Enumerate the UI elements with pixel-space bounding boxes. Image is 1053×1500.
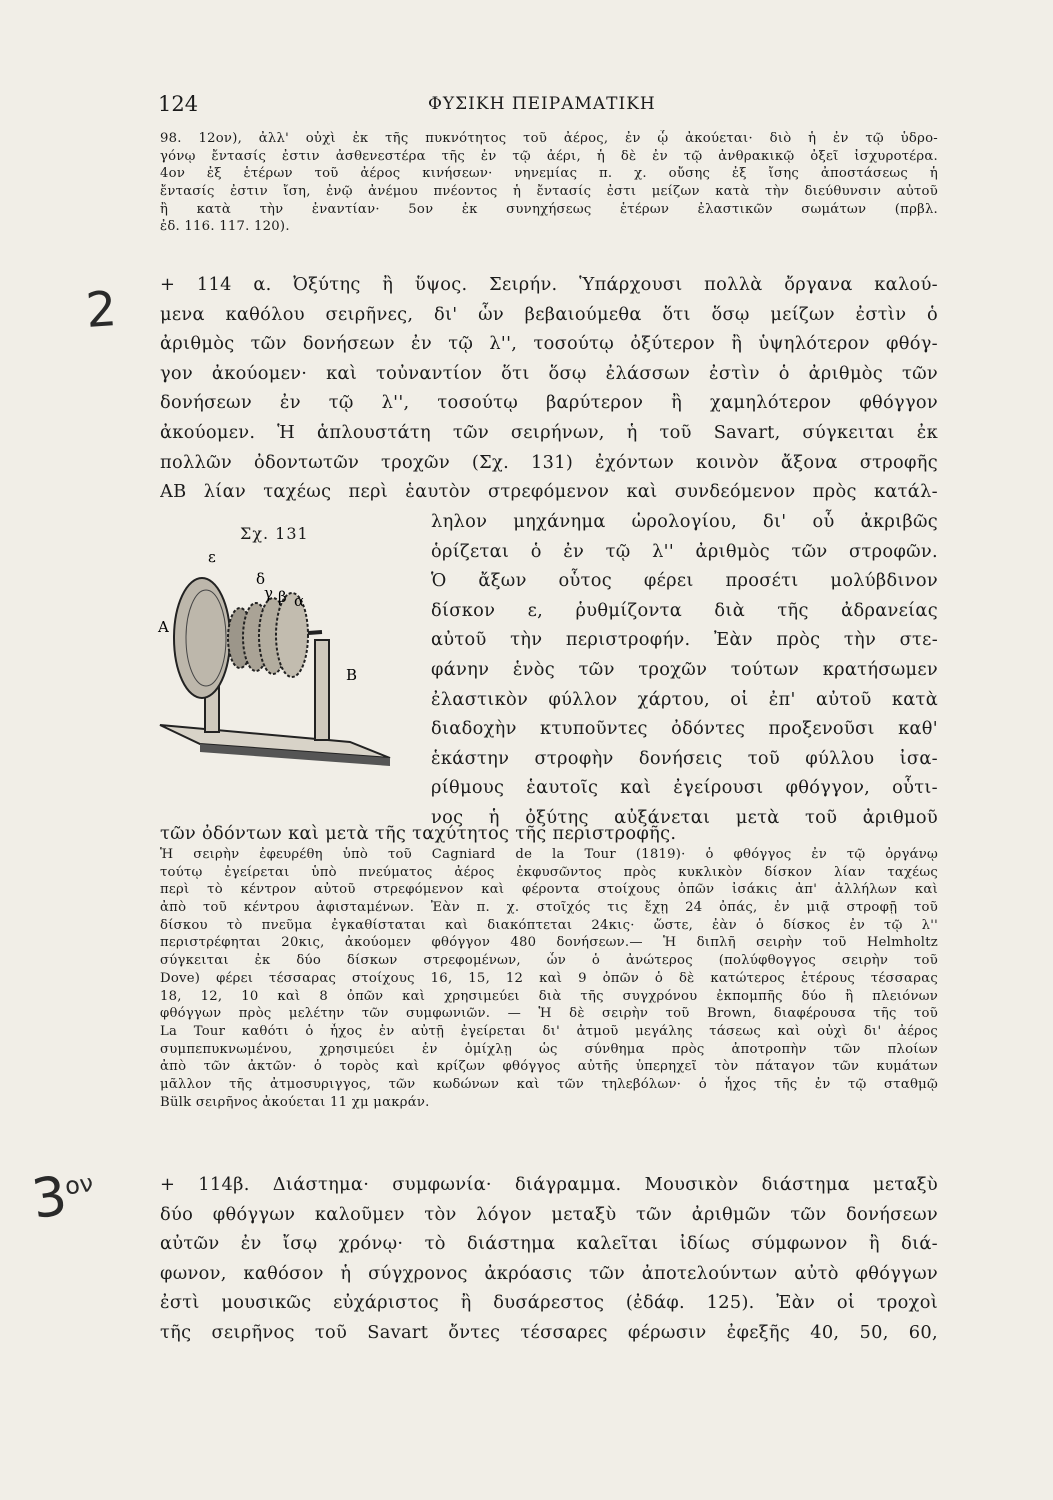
text-line: ἑκάστην στροφὴν δονήσεις τοῦ φύλλου ἰσα- (431, 747, 938, 769)
label-B: Β (346, 666, 358, 684)
text-line: Dove) φέρει τέσσαρας στοίχους 16, 15, 12 καὶ 9 ὀπῶν ὁ δὲ κατώτερος ἑτέρους τέσσαρας (160, 970, 938, 986)
figure-caption: Σχ. 131 (240, 524, 309, 543)
text-line: δίσκον ε, ῥυθμίζοντα διὰ τῆς ἀδρανείας (431, 599, 938, 621)
text-line: ἐδ. 116. 117. 120). (160, 219, 290, 235)
text-line: περὶ τὸ κέντρον αὐτοῦ στρεφόμενον καὶ φέροντα στοίχους ὀπῶν ἰσάκις ἀπ' ἀλλήλων καὶ (160, 882, 938, 898)
text-line: ἀπὸ τῶν ἀκτῶν· ὁ τορὸς καὶ κρίζων φθόγγος αὐτῆς ὑπερηχεῖ τὸν πάταγον τῶν κυμάτων (160, 1059, 938, 1075)
text-line: φάνην ἑνὸς τῶν τροχῶν τούτων κρατήσωμεν (431, 658, 938, 680)
label-gamma: γ (264, 584, 273, 602)
label-alpha: α (294, 592, 305, 610)
handwritten-margin-note (28, 1160, 99, 1231)
label-epsilon: ε (208, 548, 216, 566)
text-line: ἐλαστικὸν φύλλον χάρτου, οἱ ἐπ' αὐτοῦ κατὰ (431, 688, 938, 710)
text-line: αὐτῶν ἐν ἴσῳ χρόνῳ· τὸ διάστημα καλεῖται ἰδίως σύμφωνον ἢ διά- (160, 1233, 938, 1255)
text-line: La Tour καθότι ὁ ἦχος ἐν αὐτῇ ἐγείρεται δι' ἀτμοῦ μεγάλης τάσεως καὶ οὐχὶ δι' ἀέρος (160, 1023, 938, 1039)
label-beta: β (278, 588, 287, 606)
text-line: ἀκούομεν. Ἡ ἁπλουστάτη τῶν σειρήνων, ἡ τοῦ Savart, σύγκειται ἐκ (160, 421, 938, 443)
handwritten-margin-note (84, 281, 118, 339)
text-line: τῶν ὀδόντων καὶ μετὰ τῆς ταχύτητος τῆς περιστροφῆς. (160, 823, 677, 844)
text-line: ἀριθμὸς τῶν δονήσεων ἐν τῷ λ'', τοσούτῳ ὀξύτερον ἢ ὑψηλότερον φθόγ- (160, 333, 938, 355)
text-line: Bülk σειρῆνος ἀκούεται 11 χμ μακράν. (160, 1094, 430, 1110)
text-line: μᾶλλον τῆς ἀτμοσυριγγος, τῶν κωδώνων καὶ τῶν τηλεβόλων· ὁ ἦχος τῆς ἐν τῷ σταθμῷ (160, 1076, 938, 1092)
text-line: τούτῳ ἐγείρεται ὑπὸ πνεύματος ἀέρος ἐκφυσῶντος πρὸς κυκλικὸν δίσκον λίαν ταχέως (160, 864, 938, 880)
continued-footnote (160, 130, 938, 236)
text-line: Ὁ ἄξων οὗτος φέρει προσέτι μολύβδινον (431, 570, 938, 592)
text-line: ἔντασίς ἐστιν ἴση, ἐνῷ ἀνέμου πνέοντος ἡ ἔντασίς ἐστι μείζων κατὰ τὴν διεύθυνσιν αὐτοῦ (160, 184, 938, 200)
text-line: δονήσεων ἐν τῷ λ'', τοσούτῳ βαρύτερον ἢ χαμηλότερον φθόγγον (160, 392, 938, 414)
text-line: γον ἀκούομεν· καὶ τοὐναντίον ὅτι ὅσῳ ἐλάσσων ἐστὶν ὁ ἀριθμὸς τῶν (160, 362, 938, 384)
section-heading-line: + 114 α. Ὀξύτης ἢ ὕψος. Σειρήν. Ὑπάρχουσι πολλὰ ὄργανα καλού- (160, 274, 938, 295)
text-line: περιστρέφηται 20κις, ἀκούομεν φθόγγον 480 δονήσεων.— Ἡ διπλῆ σειρὴν τοῦ Helmholtz (160, 935, 938, 951)
text-line: ἀπὸ τοῦ κέντρου ἀφισταμένων. Ἐὰν π. χ. στοῖχός τις ἔχῃ 24 ὀπάς, ἐν μιᾷ στροφῇ τοῦ (160, 900, 938, 916)
text-line: γόνῳ ἔντασίς ἐστιν ἀσθενεστέρα τῆς ἐν τῷ ἀέρι, ἡ δὲ ἐν τῷ ἀνθρακικῷ ὀξεῖ ἰσχυροτέρα. (160, 148, 938, 164)
label-A: Α (158, 618, 169, 636)
siren-footnote (160, 846, 938, 1111)
section-heading-line: + 114β. Διάστημα· συμφωνία· διάγραμμα. Μουσικὸν διάστημα μεταξὺ (160, 1174, 938, 1195)
text-line: φθόγγων πρὸς μελέτην τῶν συμφωνιῶν. — Ἡ δὲ σειρὴν τοῦ Brown, διαφέρουσα τῆς τοῦ (160, 1006, 938, 1022)
text-line: δύο φθόγγων καλοῦμεν τὸν λόγον μεταξὺ τῶν ἀριθμῶν τῶν δονήσεων (160, 1203, 938, 1225)
text-line: Ἡ σειρὴν ἐφευρέθη ὑπὸ τοῦ Cagniard de la Tour (1819)· ὁ φθόγγος ἐν τῷ ὀργάνῳ (160, 847, 938, 862)
savart-wheel-illustration (150, 520, 400, 810)
text-line: ἐστὶ μουσικῶς εὐχάριστος ἢ δυσάρεστος (ἐδάφ. 125). Ἐὰν οἱ τροχοὶ (160, 1292, 938, 1314)
section-114a (160, 270, 938, 507)
text-line: 98. 12ον), ἀλλ' οὐχὶ ἐκ τῆς πυκνότητος τοῦ ἀέρος, ἐν ᾧ ἀκούεται· διὸ ἡ ἐν τῷ ὑδρο- (160, 131, 938, 146)
text-line: ὁρίζεται ὁ ἐν τῷ λ'' ἀριθμὸς τῶν στροφῶν. (431, 540, 938, 562)
margin-note-superscript: ον (63, 1168, 95, 1201)
text-line: αὐτοῦ τὴν περιστροφήν. Ἐὰν πρὸς τὴν στε- (431, 629, 938, 651)
text-line: δίσκου τὸ πνεῦμα ἐγκαθίσταται καὶ διακόπτεται 24κις· ὥστε, ἐὰν ὁ δίσκος ἐν τῷ λ'' (160, 917, 938, 933)
flywheel-disk (174, 578, 230, 698)
right-post (315, 640, 329, 740)
page-header (158, 92, 938, 122)
text-line: πολλῶν ὀδοντωτῶν τροχῶν (Σχ. 131) ἐχόντων κοινὸν ἄξονα στροφῆς (160, 451, 938, 473)
text-line: ρίθμους ἑαυτοῖς καὶ ἐγείρουσι φθόγγον, οὗτι- (431, 777, 938, 799)
text-line: 4ον ἐξ ἑτέρων τοῦ ἀέρος κινήσεων· νηνεμίας π. χ. οὔσης ἐξ ἴσης ἀποστάσεως ἡ (160, 166, 938, 182)
margin-note-text: 2 (84, 281, 119, 339)
text-line: ἢ κατὰ τὴν ἐναντίαν· 5ον ἐκ συνηχήσεως ἑτέρων ἐλαστικῶν σωμάτων (πρβλ. (160, 201, 938, 217)
section-114a-wrapped-text (431, 507, 938, 833)
text-line: 18, 12, 10 καὶ 8 ὀπῶν καὶ χρησιμεύει διὰ τῆς συγχρόνου ἐκπομπῆς δύο ἢ πλειόνων (160, 988, 938, 1004)
page-number: 124 (158, 92, 199, 116)
running-title: ΦΥΣΙΚΗ ΠΕΙΡΑΜΑΤΙΚΗ (428, 94, 656, 114)
siren-figure (150, 520, 400, 810)
text-line: συμπεπυκνωμένου, χρησιμεύει ἐν ὁμίχλῃ ὡς σύνθημα πρὸς ἀποτροπὴν τῶν πλοίων (160, 1041, 938, 1057)
text-line: διαδοχὴν κτυποῦντες ὀδόντες προξενοῦσι καθ' (431, 718, 938, 740)
text-line: φωνον, καθόσον ἡ σύγχρονος ἀκρόασις τῶν ἀποτελούντων αὐτὸ φθόγγων (160, 1262, 938, 1284)
text-line: μενα καθόλου σειρῆνες, δι' ὧν βεβαιούμεθα ὅτι ὅσῳ μείζων ἐστὶν ὁ (160, 303, 938, 325)
text-line: νος ἡ ὀξύτης αὐξάνεται μετὰ τοῦ ἀριθμοῦ (431, 806, 938, 828)
label-delta: δ (256, 570, 266, 588)
margin-note-text: 3 (27, 1163, 71, 1232)
section-114b (160, 1170, 938, 1348)
text-line: τῆς σειρῆνος τοῦ Savart ὄντες τέσσαρες φέρωσιν ἐφεξῆς 40, 50, 60, (160, 1321, 938, 1343)
text-line: σύγκειται ἐκ δύο δίσκων στρεφομένων, ὧν ὁ ἀνώτερος (πολύφθογγος σειρὴν τοῦ (160, 953, 938, 969)
section-114a-end (160, 819, 938, 849)
text-line: ληλον μηχάνημα ὡρολογίου, δι' οὗ ἀκριβῶς (431, 511, 938, 532)
text-line: ΑΒ λίαν ταχέως περὶ ἑαυτὸν στρεφόμενον καὶ συνδεόμενον πρὸς κατάλ- (160, 481, 938, 503)
